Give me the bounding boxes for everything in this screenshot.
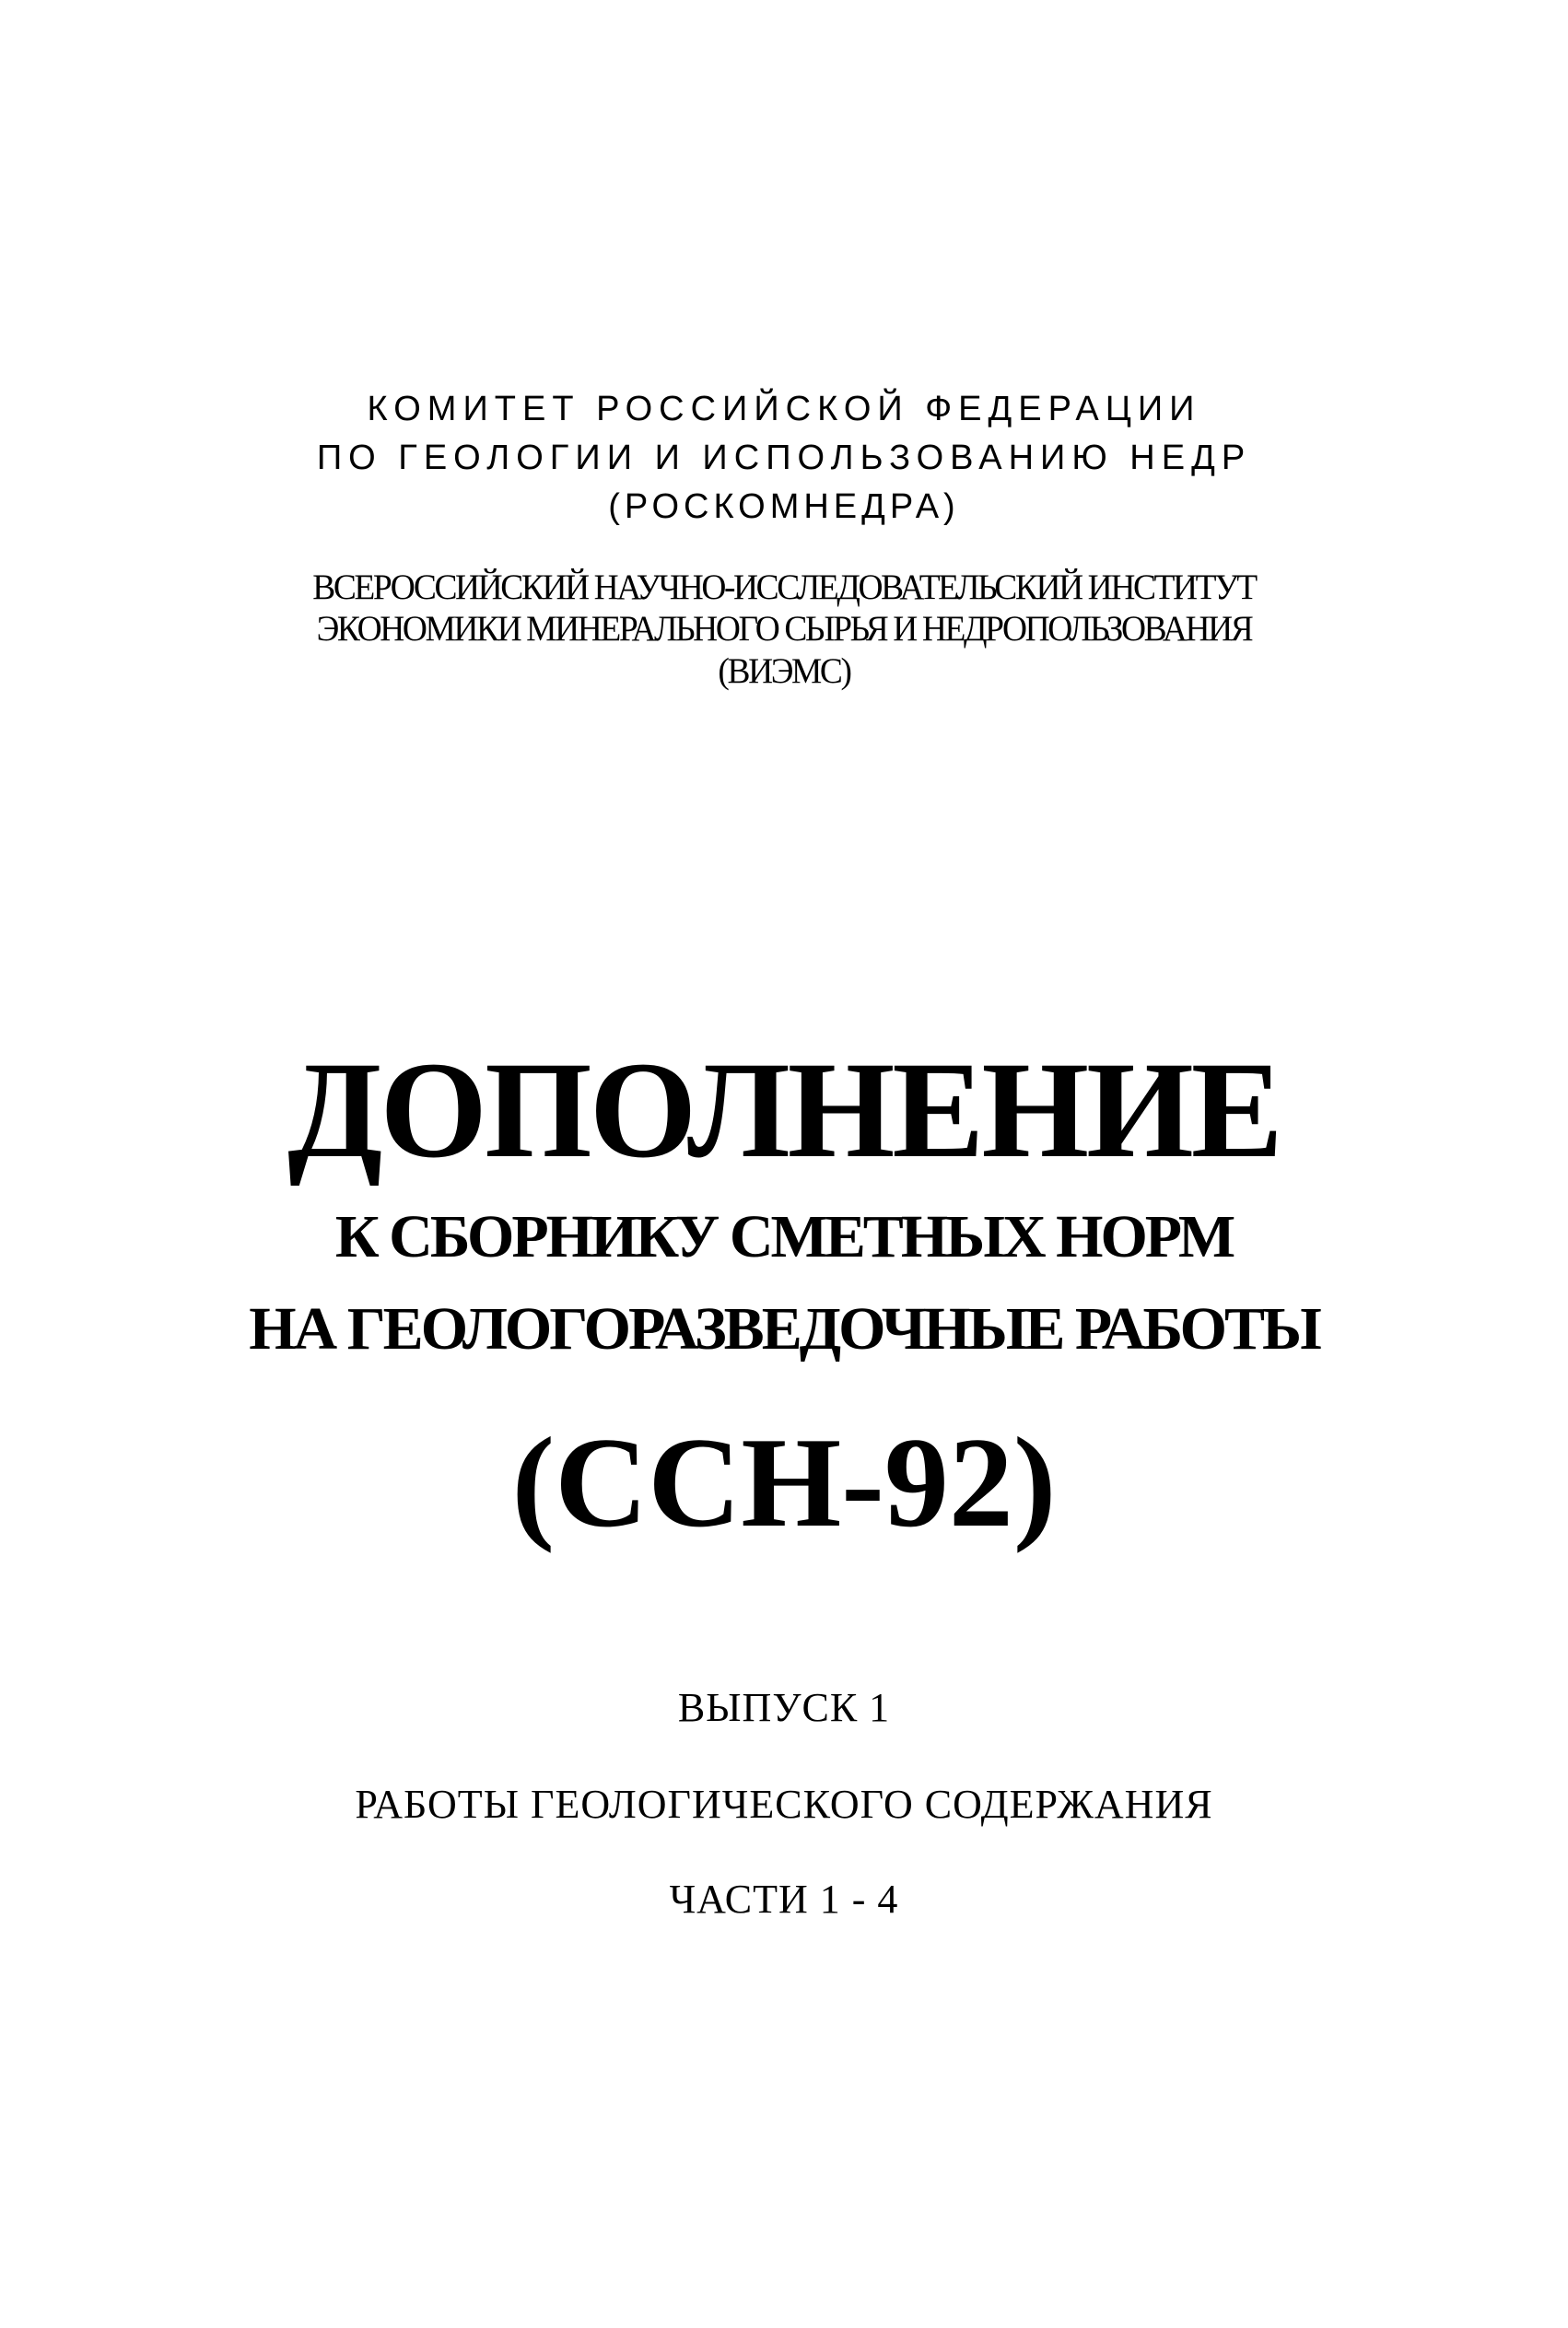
committee-name-line2: ПО ГЕОЛОГИИ И ИСПОЛЬЗОВАНИЮ НЕДР xyxy=(316,439,1252,477)
institute-name-line2: ЭКОНОМИКИ МИНЕРАЛЬНОГО СЫРЬЯ И НЕДРОПОЛЬЗОВАНИЯ xyxy=(316,609,1252,649)
issue-number: ВЫПУСК 1 xyxy=(677,1685,891,1730)
issue-topic: РАБОТЫ ГЕОЛОГИЧЕСКОГО СОДЕРЖАНИЯ xyxy=(355,1782,1213,1827)
institute-abbreviation: (ВИЭМС) xyxy=(718,651,850,691)
committee-abbreviation: (РОСКОМНЕДРА) xyxy=(608,487,960,526)
committee-name-line1: КОМИТЕТ РОССИЙСКОЙ ФЕДЕРАЦИИ xyxy=(367,390,1201,428)
document-subtitle-line1: К СБОРНИКУ СМЕТНЫХ НОРМ xyxy=(334,1203,1234,1270)
document-subtitle-line2: НА ГЕОЛОГОРАЗВЕДОЧНЫЕ РАБОТЫ xyxy=(249,1295,1319,1363)
document-title: ДОПОЛНЕНИЕ xyxy=(287,1034,1281,1187)
document-code: (ССН-92) xyxy=(511,1411,1057,1554)
institute-name-line1: ВСЕРОССИЙСКИЙ НАУЧНО-ИССЛЕДОВАТЕЛЬСКИЙ ИНСТИТУТ xyxy=(312,567,1256,607)
issue-parts: ЧАСТИ 1 - 4 xyxy=(669,1877,899,1922)
